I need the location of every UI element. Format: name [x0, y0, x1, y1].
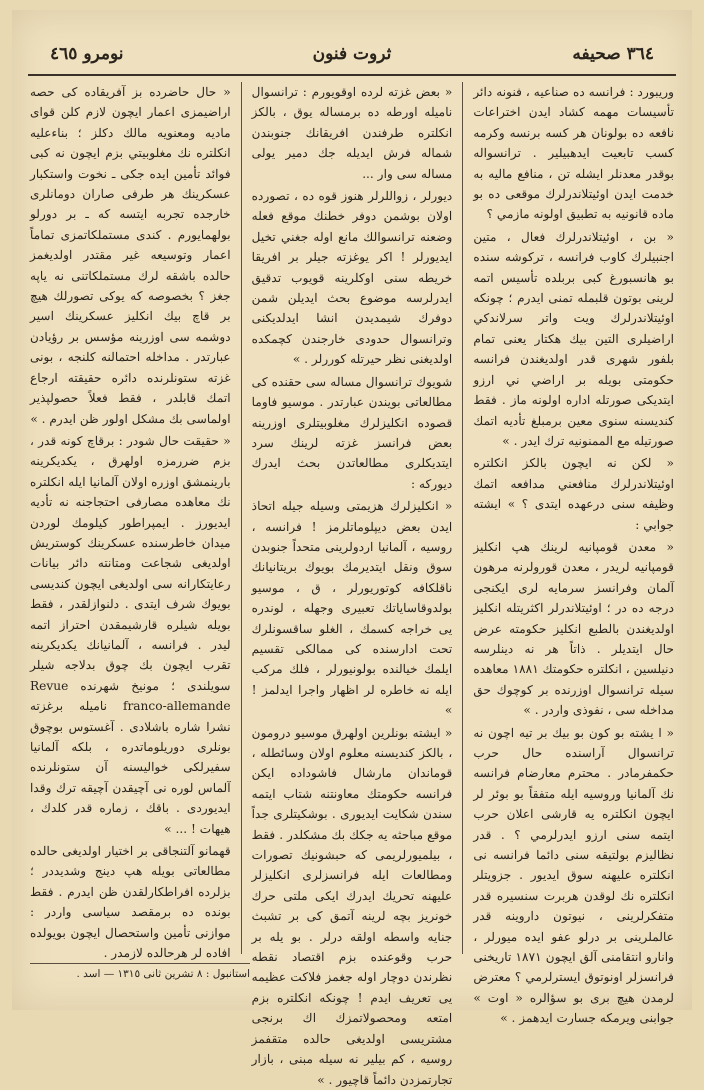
- column-middle: [251, 82, 453, 1087]
- column-divider: [462, 82, 463, 954]
- page-number: ٣٦٤ صحيفه: [572, 44, 654, 64]
- page-header: [28, 36, 676, 76]
- paragraph: « حال حاضرده بز آفريقاده كى حصه اراضيمزى اعمار ايچون لازم كلن قواى ماديه ومعنويه مالك دكلز ؛ بناءعليه انكلتره نك مغلوبيتي بزم ايچون نه كبى فوائد تأمين ايده جكى ـ نخوت واستكبار عسكرينك هر طرفى صاران دومانلرى خارجده تجربه ايتسه كه ـ بر دورلو بولهمايورم . كندى مستملكاتمزى تماماً اعمار وتوسيعه غير مقتدر اولديغمز حالده باشقه لرك مستملكاتنى نه ياپه جغز ؟ بخصوصه كه يوكى تصورلك هيچ بر قاچ بيك انكليز عسكرينك اسير دوشمه سى اوزرينه مؤسس بر رؤيادن عبارتدر . مداخله احتمالنه كلنجه ، بونى غزته ستونلرنده دائره حقيقته ارجاع اتمك قابلدر ، فقط فعلاً حصولپذير اولماسى بك مشكل اولور ظن ايدرم . »: [29, 85, 231, 426]
- paragraph: « حقيقت حال شودر : برقاچ كونه قدر ، بزم ضررمزه اولهرق ، يكديكرينه بارينمشق اوزره اولان آلمانيا ايله انكلتره نك معاهده مصارفى احتجاجنه نه تأديه ايديورز . ايمپراطور كيلومك لوردن ميدان خاطرسنده عسكرينك كوستريش اولديغى شجاعت ومتانته دائر بيانات رعايتكارانه سى اولديغى ايچون كنديسى بويوك شرف ايتدى . دلنوازلقدر ، فقط بويله شيلره قارشيمقدن احتراز اتمه ليدر . فرانسه ، آلمانيانك يكديكرينه تقرب ايچون بك چوق بدلاجه شيلر سويلندى ؛ مونيخ شهرنده Revue franco-allemande ناميله برغزته نشرا شاره باشلادى . آغستوس بوچوق بونلرى دوريلوماتدره ، بلكه آلمانيا سفيرلكى خواليسنه آن ستونلرنده آلماس لوره نى آچيقدن آچيقه ترك وقدا ايديوردى . باقك ، زماره قدر كلدك ، هيهات ! ... »: [29, 433, 231, 836]
- paragraph: وريبورد : فرانسه ده صناعيه ، فنونه دائر تأسيسات مهمه كشاد ايدن اختراعات نافعه ده بولونان هر كسه برنسه وكرمه كسب تابعيت ايدهبيلير . ترانسواله بوقدر معدنلر ايشله تن ، منافع ماليه به خدمت ايدن اوئيتلاندرلرك موقعى ده بو ماده قانونيه به تطبيق اولونه مازمي ؟: [473, 85, 674, 222]
- paragraph: « ا يشته بو كون بو بيك بر تيه اچون نه ترانسوال آراسنده حال حرب حكمفرمادر . محترم معارضام فرانسه نك آلمانيا وروسيه ايله متفقاً بو بوئر لر ايچون انكلتره يه قارشى اعلان حرب ايتمه سنى ارزو ايدرلرمي ؟ . قدر نظاليزم بولتيقه سنى دائما فرانسه نى انكلتره عليهنه سوق ايديور . جزويتلر انكلتره نك لوقدن هربرت سنسيره قدر متفكرلرينى ، نيوتون داروينه قدر عالملرينى بر درلو عفو ايده ميورلر ، وانارو انتقامنى آلق ايچون ١٨٧١ تاريخنى فرانسزلر اونوتوق ايسترلرمي ؟ معترض لرمدن هيچ برى بو سؤالره « اوت » جوابنى ويرمكه جسارت ايدهمز . »: [473, 725, 674, 1026]
- paragraph: « بن ، اوئيتلاندرلرك فعال ، متين اجنبيلرك كاوب فرانسه ، تركوشه سنده بو هانسبورغ كبى بربلده تأسيس اتمه لرينى بوتون قلبمله تمنى ايدرم ؛ چونكه اوئيتلاندرلرك ويت واتر سرلاندكي اراضيلرى التين بيك هكتار يعنى تمام بلفور شهرى قدر اولديغندن فرانسه حكومتى بويله بر اراضي ني ارزو ايتديكى صورتله اداره اولونه ماز . فقط كنديسنه سنوى معين برمبلغ تأديه اتمك صورتيله مع الممنونيه ترك ايدر . »: [473, 229, 674, 448]
- column-left: [29, 82, 231, 961]
- paragraph: « لكن نه ايچون بالكز انكلتره اوئيتلاندرلرك منافعني مدافعه اتمك وظيفه سنى درعهده ايتدى ؟ » ايشته جوابي :: [473, 456, 674, 532]
- paragraph: ديورلر ، زواللرلر هنوز قوه ده ، تصورده اولان بوشمن دوفر خطنك موقع فعله وضعنه ترانسوالك مانع اوله جغني تخيل ايديورلر ! اكر يوغزته جيلر بر افريقا خريطه سنى اوكلرينه قويوب تدقيق ايدرلرسه موضوع بحث ايديلن شمن دوفرك شيمديدن انشا ايدلديكنى وترانسوال حدودى خارجندن كچمكده اولديغنى نظر حيرتله كوررلر . »: [251, 189, 453, 367]
- newspaper-page: [12, 10, 692, 1087]
- journal-title: ثروت فنون: [312, 44, 392, 64]
- paragraph: « بعض غزته لرده اوقويورم : ترانسوال ناميله اورطه ده برمساله يوق ، بالكز انكلتره طرفندن افريقانك جنوبندن شماله فرش ايديله جك دمير يولى مساله سى وار ...: [251, 85, 453, 181]
- paragraph: قهمانو آلتنجاقى بر اختيار اولديغى حالده مطالعاتى بويله هپ دينج وشديددر ؛ بزلرده افراطكارلقدن ظن ايدرم . فقط بونده ده برمقصد سياسى واردر : موازنى تأمين واستحصال ايچون بويولده افاده لر هرحالده لازمدر .: [29, 844, 231, 961]
- paragraph: شويوك ترانسوال مساله سى حقنده كى مطالعاتى بويندن عبارتدر . موسيو فاوما قصوده انكليزلرك مغلوبيتلرى اوزرينه بعض فرانسز غزته لرينك سرد ايتديكلرى مطالعاتدن بحث ايدرك ديوركه :: [251, 374, 453, 491]
- paragraph: « معدن قومپانيه لرينك هپ انكليز قومپانيه لريدر ، معدن قورولرنه مرهون آلمان وفرانسز سرمايه لرى ايكنجى درجه ده در ؛ اوئيتلاندرلر اكثريتله انكليز اولديغندن بالطبع انكليز حكومته عرض حال ايتديلر . ذاتاً هر نه دينلرسه دنيلسين ، انكلتره حكومتك ١٨٨١ معاهده سيله ترانسوال اوزرنده بر كوچوك حق مداخله سى ، نفوذى واردر . »: [473, 539, 674, 718]
- column-divider: [241, 82, 242, 954]
- dateline-footer: استانبول : ٨ تشرين ثانى ١٣١٥ — اسد .: [30, 963, 250, 980]
- paragraph: « انكليزلرك هزيمتى وسيله جيله اتحاذ ايدن بعض ديپلوماتلرمز ! فرانسه ، روسيه ، آلمانيا اردولرينى متحداً جنوبدن سوق ونقل ايتديرمك بويوك بريتانيانك ناقلكافه كوتوريورلر ، ق ، موسيو بولدوقاساياتك تعبيرى وجهله ، لوندره يى خراجه كسمك ، الغلو ساقسونلرك تحت ادارسنده كى ممالكى تقسيم ايلمك خيالنده بولونيورلر ، فلك مركب ايله نه خاطره لر اظهار واجرا ايدلمز ! »: [251, 499, 453, 718]
- issue-number: نومرو ٤٦٥: [50, 44, 124, 64]
- column-right: [473, 82, 674, 1026]
- paragraph: « ايشته بونلرين اولهرق موسيو درومون ، بالكز كنديسنه معلوم اولان وسائطله ، قوماندان مارشال فاشوداده ايكن فرانسه حكومتك معاونتنه شتاب ايتمه سندن شكايت ايديورى . بوشكيتلرى جداً موقع مباحثه يه جكك بك مشكلدر . فقط ، بيلميورلريمى كه حبشونيك تصورات ومطالعات ايله فرانسزلرى انكليزلر عليهنه تحريك ايدرك ايكى ملتى حرك خونريز بچه لرينه آتمق كى بر تشبث جنايه واسطه اولقه درلر . بو يله بر حرب وقوعنده بزم اقتصاد نقطه نظرندن دوچار اوله جغمز فلاكت عظيمه يى تعريف ايدم ! چونكه انكلتره بزم امتعه ومحصولاتمزك اك برنجى مشتريسى اولديغى حالده متقفمز روسيه ، كم بيلير نه سيله مبنى ، بازار تجارتمزدن دائماً قاچيور . »: [251, 725, 453, 1087]
